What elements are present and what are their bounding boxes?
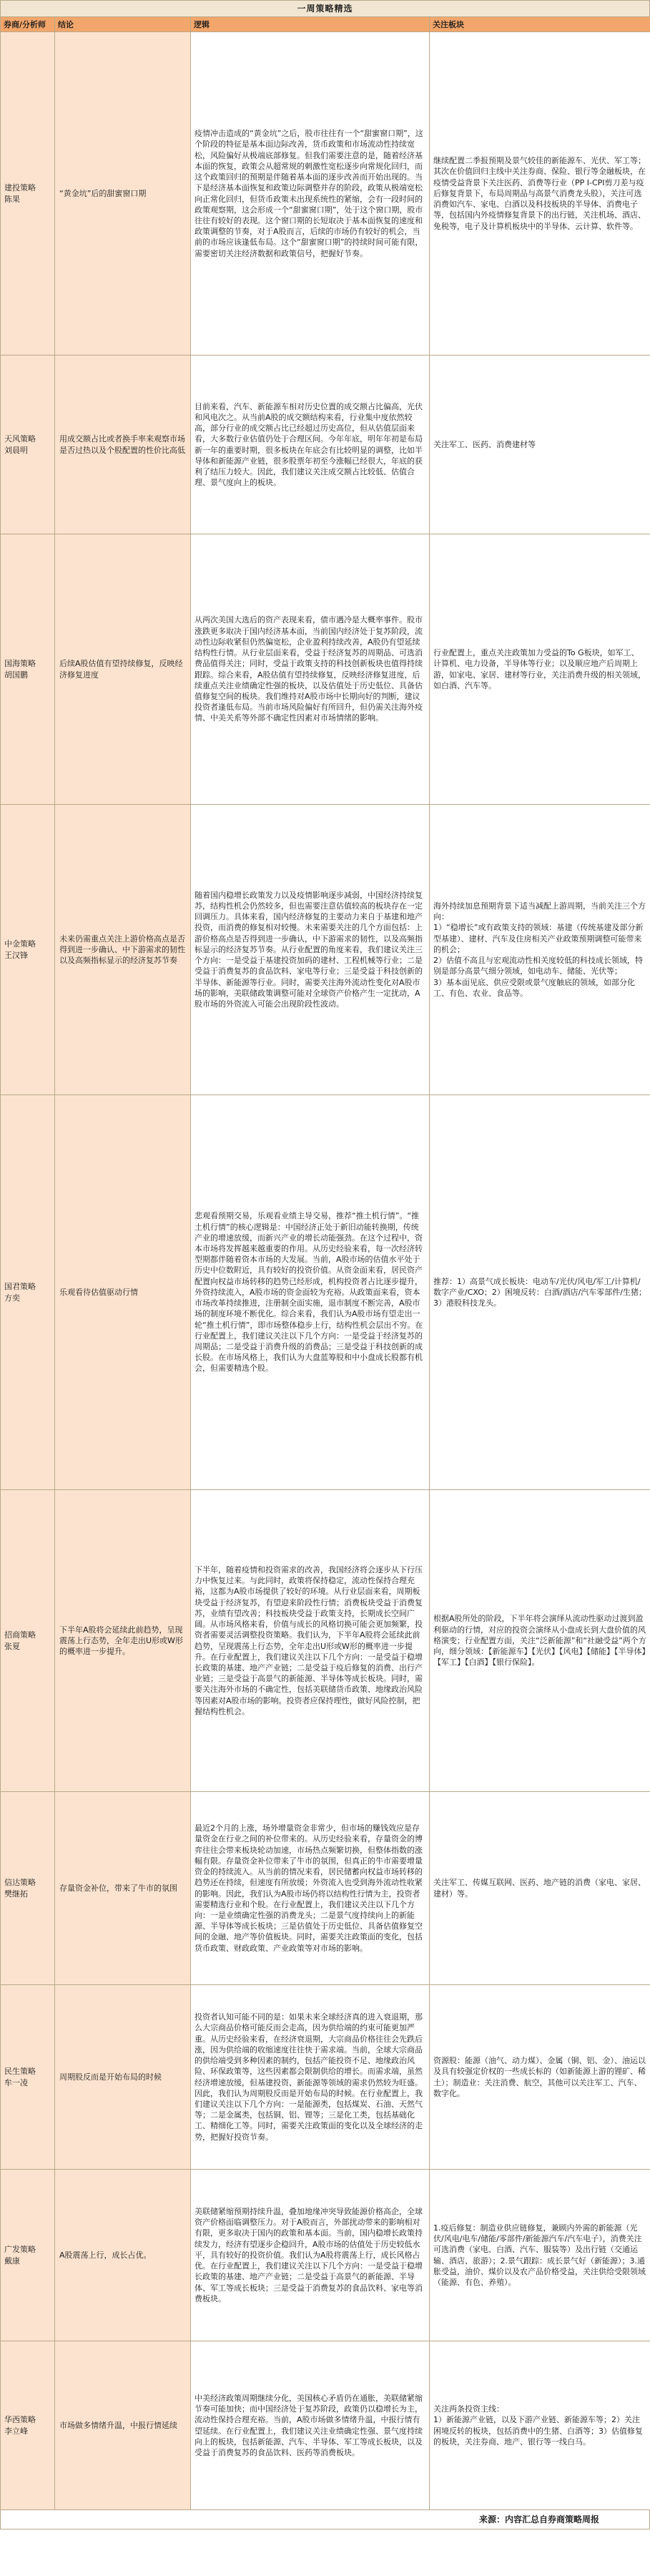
header-logic: 逻辑 <box>191 17 430 32</box>
focus-cell: 推荐：1）高景气成长板块：电动车/光伏/风电/军工/计算机/数字产业/CXO；2）困境反转：白酒/酒店/汽车零部件/生猪；3）港股科技龙头。 <box>430 1095 650 1490</box>
focus-cell: 资源股：能源（油气、动力煤）、金属（铜、铝、金）、油运以及具有较强定价权的一些成长标的（如新能源上游的锂矿、稀土）；制造业：关注消费、航空，其他可以关注军工、汽车、数字化。 <box>430 1985 650 2170</box>
institution-cell: 信达策略 樊继拓 <box>1 1792 55 1985</box>
header-conclusion: 结论 <box>55 17 191 32</box>
conclusion-cell: 未来仍需重点关注上游价格高点是否得到进一步确认、中下游需求的韧性以及高频指标显示的经济复苏节奏 <box>55 805 191 1095</box>
table-row <box>1 356 650 534</box>
conclusion-cell: 乐观看待估值驱动行情 <box>55 1095 191 1490</box>
conclusion-cell: 市场做多情绪升温，中报行情延续 <box>55 2341 191 2510</box>
institution-cell: 国君策略 方奕 <box>1 1095 55 1490</box>
header-focus: 关注板块 <box>430 17 650 32</box>
conclusion-cell: 周期股反而是开始布局的时候 <box>55 1985 191 2170</box>
table-row <box>1 805 650 1095</box>
logic-cell: 中美经济政策周期继续分化，美国核心矛盾仍在通胀，美联储紧缩节奏可能加快；而中国经济处于复苏阶段，政策仍以稳增长为主，流动性保持合理充裕。当前，A股市场做多情绪升温，中报行情有望延续。在行业配置上，我们建议关注业绩确定性强、景气度持续向上的板块，包括新能源、汽车、半导体、军工等成长板块，以及受益于消费复苏的食品饮料、医药等消费板块。 <box>191 2341 430 2510</box>
table-row <box>1 2341 650 2510</box>
focus-cell: 关注军工、传媒互联网、医药、地产链的消费（家电、家居、建材）等。 <box>430 1792 650 1985</box>
logic-cell: 悲观看预期交易，乐观看业绩主导交易，推荐“推土机行情”。“推土机行情”的核心逻辑是：中国经济正处于新旧动能转换期，传统产业的增速放缓，而新兴产业的增长动能强劲。在这个过程中，资本市场将发挥越来越重要的作用。从历史经验来看，每一次经济转型期都伴随着资本市场的大发展。当前，A股市场的估值水平处于历史中位数附近，具有较好的投资价值。从资金面来看，居民资产配置向权益市场转移的趋势已经形成，机构投资者占比逐步提升，外资持续流入，A股市场的资金面较为充裕。从政策面来看，资本市场改革持续推进，注册制全面实施，退市制度不断完善，A股市场的制度环境不断优化。综合来看，我们认为A股市场有望走出一轮“推土机行情”，即市场整体稳步上行，结构性机会层出不穷。在行业配置上，我们建议关注以下几个方向：一是受益于经济复苏的周期品；二是受益于消费升级的消费品；三是受益于科技创新的成长股。在市场风格上，我们认为大盘蓝筹股和中小盘成长股都有机会，但需要精选个股。 <box>191 1095 430 1490</box>
table-row <box>1 1095 650 1490</box>
table-row <box>1 32 650 356</box>
institution-cell: 天风策略 刘晨明 <box>1 356 55 534</box>
institution-cell: 华西策略 李立峰 <box>1 2341 55 2510</box>
institution-cell: 建投策略 陈果 <box>1 32 55 356</box>
logic-cell: 投资者认知可能不同的是：如果未来全球经济真的进入衰退期，那么大宗商品价格可能反而会走高，因为供给端的约束可能更加严重。从历史经验来看，在经济衰退期，大宗商品价格往往会先跌后涨，因为供给端的收缩速度往往快于需求端。当前，全球大宗商品的供给端受到多种因素的制约，包括产能投资不足、地缘政治风险、环保政策等，这些因素都会限制供给的增长。而需求端，虽然经济增速放缓，但基建投资、新能源等领域的需求仍然较为旺盛。因此，我们认为周期股反而是开始布局的时候。在行业配置上，我们建议关注以下几个方向：一是能源类，包括煤炭、石油、天然气等；二是金属类，包括铜、铝、锂等；三是化工类，包括基础化工、精细化工等。同时，需要关注政策面的变化以及全球经济的走势，把握好投资节奏。 <box>191 1985 430 2170</box>
table-header-row <box>1 17 650 32</box>
focus-cell: 关注军工、医药、消费建材等 <box>430 356 650 534</box>
logic-cell: 疫情冲击造成的“黄金坑”之后，股市往往有一个“甜蜜窗口期”，这个阶段的特征是基本面边际改善，货币政策和市场流动性持续宽松，风险偏好从极端底部修复。但我们需要注意的是，随着经济基本面的恢复，政策会从超常规的刺激性宽松逐步向常规化回归，而这个政策回归的预期是伴随着基本面的逐步改善而开始出现的。当下是经济基本面恢复和政策边际调整并存的阶段，政策从极端宽松向正常化回归，但货币政策未出现系统性的紧缩，会有一段时间的政策观察期，这会形成一个“甜蜜窗口期”，处于这个窗口期，股市往往有较好的表现。这个窗口期的长短取决于基本面恢复的速度和政策调整的节奏，对于A股而言，后续的市场仍有较好的机会，当前的市场应该逢低布局。这个“甜蜜窗口期”的持续时间可能有限，需要密切关注经济数据和政策信号，把握好节奏。 <box>191 32 430 356</box>
institution-cell: 国海策略 胡国鹏 <box>1 534 55 805</box>
focus-cell: 继续配置二季报预期及景气较佳的新能源车、光伏、军工等；其次在价值回归主线中关注券商、保险、银行等金融板块，在疫情受益背景下关注医药、消费等行业（PP I-CPI剪刀差与疫后修复背景下，布局周期品与高景气消费龙头股），关注可选消费如汽车、家电、白酒以及科技板块的半导体、消费电子等，包括国内外疫情修复背景下的出行链，关注机场、酒店、免税等，电子及计算机板块中的半导体、云计算、软件等。 <box>430 32 650 356</box>
conclusion-cell: 下半年A股将会延续此前趋势，呈现震荡上行态势，全年走出U形或W形的概率进一步提升。 <box>55 1490 191 1792</box>
logic-cell: 从两次美国大选后的资产表现来看，债市遇冷是大概率事件。股市涨跌更多取决于国内经济基本面，当前国内经济处于复苏阶段，流动性边际收紧但仍然偏宽松，企业盈利持续改善，A股仍有望延续结构性行情。从行业层面来看，受益于经济复苏的周期品、可选消费品值得关注；同时，受益于政策支持的科技创新板块也值得持续跟踪。综合来看，A股估值有望持续修复，反映经济修复进度，后续重点关注业绩确定性强的板块，以及估值处于历史低位、具备估值修复空间的板块。我们维持对A股市场中长期向好的判断，建议投资者逢低布局。当前市场风险偏好有所回升，但仍需关注海外疫情、中美关系等外部不确定性因素对市场情绪的影响。 <box>191 534 430 805</box>
focus-cell: 行业配置上，重点关注政策加力受益的To G板块，如军工、计算机、电力设备，半导体等行业；以及顺应地产后周期上游，如家电、家居、建材等行业，关注消费升级的相关领域，如白酒、汽车等。 <box>430 534 650 805</box>
source-footer: 来源：内容汇总自券商策略周报 <box>0 2510 650 2530</box>
focus-cell: 海外持续加息预期背景下适当减配上游周期，当前关注三个方向： 1）“稳增长”或有政策支持的领域：基建（传统基建及部分新型基建）、建材、汽车及住房相关产业政策预期调整可能带来的机会； 2）估值不高且与宏观流动性相关度较低的科技成长领域，特别是部分高景气细分领域，如电动车、储能、光伏等； 3）基本面见底、供应受限或景气度触底的领域，如部分化工、有色、农业、食品等。 <box>430 805 650 1095</box>
focus-cell: 关注两条投资主线： 1）新能源产业链，以及下游产业链、新能源车等；2）关注困境反转的板块，包括消费中的生猪、白酒等；3）估值修复的板块，关注券商、地产、银行等一线白马。 <box>430 2341 650 2510</box>
institution-cell: 广发策略 戴康 <box>1 2170 55 2341</box>
institution-cell: 民生策略 牟一凌 <box>1 1985 55 2170</box>
logic-cell: 目前来看，汽车、新能源车相对历史位置的成交额占比偏高，光伏和风电次之。从当前A股的成交额结构来看，行业集中度依然较高，部分行业的成交额占比已经超过历史高位，但从估值层面来看，大多数行业估值仍处于合理区间。今年年底，明年年初是布局新一年的重要时期，很多板块在年底会有比较明显的调整，比如半导体和新能源产业链，很多股票年初至今涨幅已经很大，年底的获利了结压力较大。因此，我们建议关注成交额占比较低、估值合理、景气度向上的板块。 <box>191 356 430 534</box>
header-institution: 券商/分析师 <box>1 17 55 32</box>
logic-cell: 美联储紧缩预期持续升温，叠加地缘冲突导致能源价格高企，全球资产价格面临调整压力。对于A股而言，外部扰动带来的影响相对有限，更多取决于国内的政策和基本面。当前，国内稳增长政策持续发力，经济有望逐步企稳回升，A股市场的估值处于历史较低水平，具有较好的投资价值。我们认为A股将震荡上行，成长风格占优。在行业配置上，我们建议关注以下几个方向：一是受益于稳增长政策的基建、地产产业链；二是受益于高景气的新能源、半导体、军工等成长板块；三是受益于消费复苏的食品饮料、家电等消费板块。 <box>191 2170 430 2341</box>
focus-cell: 1.疫后修复：制造业供应链修复，兼顾内外需的新能源（光伏/风电/电车/储能/零部件/新能源汽车/汽车电子），消费关注可选消费（家电、白酒、汽车、服装等）及出行链（交通运输、酒店、旅游）；2.景气跟踪：成长景气好（新能源）；3.通胀受益，油价、煤价以及农产品价格受益，关注供给受限领域（能源、有色、养殖）。 <box>430 2170 650 2341</box>
table-row <box>1 2170 650 2341</box>
logic-cell: 下半年，随着疫情和投资需求的改善，我国经济将会逐步从下行压力中恢复过来。与此同时，政策将保持稳定，流动性保持合理充裕，这都为A股市场提供了较好的环境。从行业层面来看，周期板块受益于经济复苏，有望迎来阶段性行情；消费板块受益于消费复苏，业绩有望改善；科技板块受益于政策支持，长期成长空间广阔。从市场风格来看，价值与成长的风格切换可能会更加频繁，投资者需要灵活调整投资策略。我们认为，下半年A股将会延续此前趋势，呈现震荡上行态势，全年走出U形或W形的概率进一步提升。在行业配置上，我们建议关注以下几个方向：一是受益于稳增长政策的基建、地产产业链；二是受益于疫后修复的消费、出行产业链；三是受益于高景气的新能源、半导体等成长板块。同时，需要关注海外市场的不确定性，包括美联储货币政策、地缘政治风险等因素对A股市场的影响。投资者应保持理性，做好风险控制，把握结构性机会。 <box>191 1490 430 1792</box>
table-row <box>1 1792 650 1985</box>
logic-cell: 随着国内稳增长政策发力以及疫情影响逐步减弱，中国经济持续复苏，结构性机会仍然较多，但也需要注意估值较高的板块存在一定回调压力。具体来看，国内经济修复的主要动力来自于基建和地产投资，而消费的修复相对较慢。未来需要关注的几个方面包括：上游价格高点是否得到进一步确认，中下游需求的韧性，以及高频指标显示的经济复苏节奏。从行业配置的角度来看，我们建议关注三个方向：一是受益于基建投资加码的建材、工程机械等行业；二是受益于消费复苏的食品饮料、家电等行业；三是受益于科技创新的半导体、新能源等行业。同时，需要关注海外流动性变化对A股市场的影响，美联储政策调整可能对全球资产价格产生一定扰动，A股市场的外资流入可能会出现阶段性波动。 <box>191 805 430 1095</box>
table-title: 一周策略精选 <box>0 0 650 16</box>
strategy-table <box>0 16 650 2510</box>
institution-cell: 招商策略 张夏 <box>1 1490 55 1792</box>
table-row <box>1 534 650 805</box>
conclusion-cell: “黄金坑”后的甜蜜窗口期 <box>55 32 191 356</box>
institution-cell: 中金策略 王汉锋 <box>1 805 55 1095</box>
logic-cell: 最近2个月的上涨，场外增量资金非常少，但市场的赚钱效应是存量资金在行业之间的补位带来的。从历史经验来看，存量资金的博弈往往会带来板块轮动加速，市场热点频繁切换，但整体指数的涨幅有限。存量资金补位带来了牛市的氛围，但真正的牛市需要增量资金的持续流入。从当前的情况来看，居民储蓄向权益市场转移的趋势还在持续，但速度有所放缓；外资流入也受到海外流动性收紧的影响。因此，我们认为A股市场仍将以结构性行情为主，投资者需要精选行业和个股。在行业配置上，我们建议关注以下几个方向：一是业绩确定性强的消费龙头；二是景气度持续向上的新能源、半导体等成长板块；三是估值处于历史低位、具备估值修复空间的金融、地产等价值板块。同时，需要关注政策面的变化，包括货币政策、财政政策、产业政策等对市场的影响。 <box>191 1792 430 1985</box>
table-row <box>1 1985 650 2170</box>
conclusion-cell: 存量资金补位，带来了牛市的氛围 <box>55 1792 191 1985</box>
conclusion-cell: 用成交额占比或者换手率来观察市场是否过热以及个股配置的性价比高低 <box>55 356 191 534</box>
focus-cell: 根据A股所处的阶段，下半年将会演绎从流动性驱动过渡到盈利驱动的行情，对应的投资会演绎从小盘成长到大盘价值的风格演变；行业配置方面，关注“泛新能源”和“社融受益”两个方向，细分领域：【新能源车】【光伏】【风电】【储能】【半导体】【军工】【白酒】【银行保险】。 <box>430 1490 650 1792</box>
conclusion-cell: 后续A股估值有望持续修复，反映经济修复进度 <box>55 534 191 805</box>
table-row <box>1 1490 650 1792</box>
conclusion-cell: A股震荡上行，成长占优。 <box>55 2170 191 2341</box>
